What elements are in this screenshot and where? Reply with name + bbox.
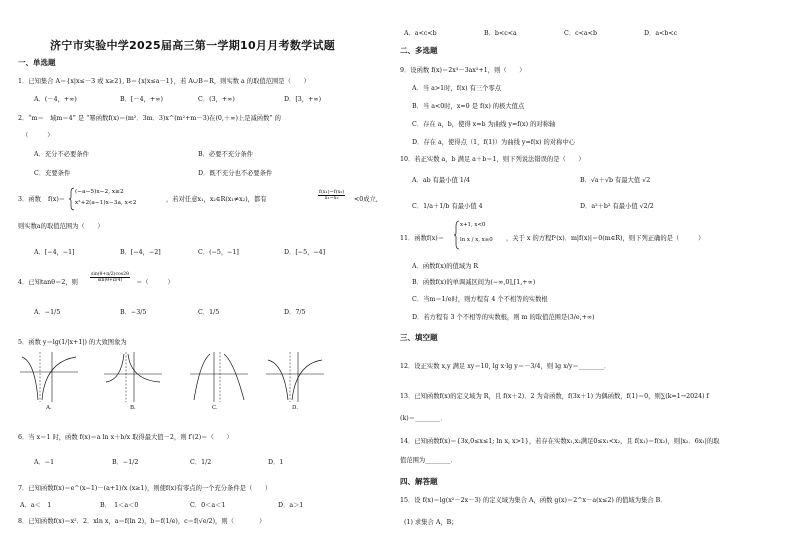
q4-stem: 4．已知tanθ＝2，则 — [18, 279, 78, 286]
section-answer: 四、解答题 — [400, 477, 438, 486]
q8-option-c: C．c<a<b — [564, 30, 597, 37]
q5-label-b: B. — [130, 405, 136, 411]
q3-stem-b: ，若对任意x₁，x₂∈R(x₁≠x₂)，都有 — [166, 196, 267, 203]
q15-stem: 15．设 f(x)＝lg(x²－2x－3) 的定义域为集合 A，函数 g(x)＝2^x－a(x≤2) 的值域为集合 B． — [400, 497, 667, 504]
section-multi-choice: 二、多选题 — [400, 46, 438, 55]
q9-stem: 9．设函数 f(x)＝2x³－3ax²+1，则（ ） — [400, 67, 526, 74]
q14-stem-b: 值范围为________． — [400, 457, 457, 464]
q11-piece-1: x+1, x<0 — [460, 222, 486, 228]
q3-option-b: B．[−4，−2] — [120, 249, 161, 256]
q3-piece-1: (−a−5)x−2, x≥2 — [75, 189, 124, 195]
q1-option-d: D．[3，+∞) — [284, 96, 322, 103]
q1-stem: 1．已知集合 A＝{x|x≤－3 或 x≥2}, B＝{x|x≤a－1}，若 A∪B＝R，则实数 a 的取值范围是（ ） — [18, 78, 310, 85]
q4-option-d: D．7/5 — [284, 309, 306, 316]
q4-option-b: B．−3/5 — [120, 309, 147, 316]
q14-stem: 14．已知函数f(x)＝{3x,0≤x≤1; ln x, x>1}，若存在实数x₁,x₂满足0≤x₁<x₂，且 f(x₁)＝f(x₂)，则|x₂．6x₁|的取 — [400, 438, 720, 445]
q10-option-b: B．√a＋√b 有最大值 √2 — [580, 177, 651, 184]
q4-stem-b: ＝（ ） — [136, 279, 174, 286]
q3-frac-num: f(x₁)−f(x₂) — [319, 189, 345, 195]
q3-fraction — [318, 190, 345, 201]
q5-label-a: A. — [46, 405, 52, 411]
q12-stem: 12．设正实数 x,y 满足 xy＝10, lg x·lg y＝－3/4，则 lg x/y＝________． — [400, 363, 611, 370]
q1-option-a: A．(－4，+∞) — [34, 96, 77, 103]
q6-option-c: C．1/2 — [190, 459, 212, 466]
q2-option-c: C．充要条件 — [34, 170, 71, 177]
q3-stem-d: 则实数a的取值范围为（ ） — [18, 223, 104, 230]
q11-stem-a: 11．函数f(x)＝ — [400, 235, 444, 242]
q7-stem: 7．已知函数f(x)＝e^(x−1)－(a+1)/x (x≥1)，则使f(x)有零点的一个充分条件是（ ） — [18, 485, 272, 492]
q8-option-d: D．a<b<c — [644, 30, 678, 37]
q10-stem: 10．若正实数 a，b 满足 a＋b＝1，则下列说法错误的是（ ） — [400, 156, 585, 163]
q5-stem: 5．函数 y＝lg(1/|x+1|) 的大致图象为 — [18, 339, 127, 346]
q11-option-a: A．函数f(x)的值域为 R — [412, 263, 479, 270]
q4-option-c: C．1/5 — [198, 309, 220, 316]
q4-frac-den: sin(θ+π/4) — [97, 278, 123, 283]
q6-option-d: D．1 — [268, 459, 284, 466]
q11-option-d: D．若方程有 3 个不相等的实数根，则 m 的取值范围是(3/e,+∞) — [412, 314, 595, 321]
q11-piece-2: ln x / x, x≥0 — [460, 237, 493, 243]
q2-stem: 2．“m＝ 域m＝4” 是 “幂函数f(x)＝(m²．3m．3)x^(m²+m－3)在(0,＋∞)上是减函数” 的 — [18, 115, 281, 122]
section-single-choice: 一、单选题 — [18, 58, 56, 67]
q5-graph-a — [20, 352, 78, 402]
q2-option-d: D．既不充分也不必要条件 — [198, 170, 273, 177]
q10-option-d: D．a²＋b² 有最小值 √2/2 — [580, 203, 654, 210]
q2-paren: （ ） — [22, 132, 54, 139]
q3-stem-a: 3．函数 — [18, 196, 41, 203]
q5-label-c: C. — [212, 405, 218, 411]
q9-option-c: C．存在 a，b，使得 x=b 为曲线 y=f(x) 的对称轴 — [412, 121, 556, 128]
q5-graph-d — [266, 352, 324, 402]
q8-option-a: A．a<c<b — [404, 30, 437, 37]
q1-option-b: B．[－4，+∞) — [120, 96, 163, 103]
q11-stem-b: ，关于 x 的方程f²(x)．m|f(x)|＝0(m∈R)，则下列正确的是（ ） — [506, 235, 705, 242]
page-title: 济宁市实验中学2025届高三第一学期10月月考数学试题 — [50, 39, 336, 52]
q2-option-a: A．充分不必要条件 — [34, 151, 89, 158]
q3-stem-c: <0成立, — [354, 196, 378, 203]
q7-option-b: B． 1＜a＜0 — [100, 502, 139, 509]
q11-option-c: C．当m＝1/e时，则方程有 4 个不相等的实数根 — [412, 296, 548, 303]
q6-stem: 6．当 x＝1 时，函数 f(x)＝a ln x＋b/x 取得最大值－2，则 f′(2)＝（ ） — [18, 434, 233, 441]
q7-option-d: D．a＞1 — [278, 502, 304, 509]
q10-option-a: A．ab 有最小值 1/4 — [412, 177, 470, 184]
q2-option-b: B．必要不充分条件 — [198, 151, 254, 158]
section-fill-blank: 三、填空题 — [400, 333, 438, 342]
right-column — [400, 0, 780, 560]
q13-stem: 13．已知函数f(x)的定义域为 R，且 f(x＋2)．2 为奇函数，f(3x＋1) 为偶函数，f(1)＝0，则∑(k=1→2024) f — [400, 393, 709, 400]
q4-frac-num: sin(θ+π/2)cos2θ — [91, 272, 129, 277]
q15-part-1: (1) 求集合 A，B； — [404, 519, 458, 526]
q6-option-a: A．−1 — [34, 459, 55, 466]
q3-option-a: A．[−4，−1] — [34, 249, 75, 256]
q8-stem: 8．已知函数f(x)＝x²．2．xln x，a＝f(ln 2)，b＝f(1/e)，c＝f(√e/2)，则（ ） — [18, 518, 266, 525]
q3-option-d: D．[−5，−4] — [284, 249, 326, 256]
q13-stem-b: (k)＝________． — [400, 415, 447, 422]
q6-option-b: B．−1/2 — [112, 459, 139, 466]
q3-frac-den: x₁−x₂ — [324, 195, 339, 201]
q1-option-c: C．(3，+∞) — [198, 96, 235, 103]
q5-graph-c — [190, 352, 248, 402]
q7-option-a: A．a＜ 1 — [20, 502, 52, 509]
left-column: 济宁市实验中学2025届高三第一学期10月月考数学试题 一、单选题 1．已知集合 A＝{x|x≤－3 或 x≥2}, B＝{x|x≤a－1}，若 A∪B＝R，则实数 a 的取值范围是（ ） A．(－4，+∞) B．[－4，+∞) C．(3，+∞) D．[3，+∞) 2．“m＝ 域m＝4” 是 “幂函数f(x)＝(m²．3m．3)x^(m²+m－3)在(0,＋∞)上是减函数” 的 （ ） A．充分不必要条件 B．必要不充分条件 C．充要条件 D．既不充分也不必要条件 3．函数 f(x)＝ (−a−5)x−2, x≥2 x²+2(a−1)x−3a, x<2 ，若对任意x₁，x₂∈R(x₁≠x₂)，都有 $\frac{\text{f(x₁)−f(x₂)}}{\text{x₁−x₂}}$ <0成立, 则实数a的取值范围为（ ） A．[−4，−1] B．[−4，−2] C．(−5，−1] D．[−5，−4] 4．已知tanθ＝2，则 $\frac{\sin(\theta+\pi/2)\cos 2\theta}{\sin(\theta+\pi/4)}$ ＝（ ） A．−1/5 B．−3/5 C．1/5 D．7/5 5．函数 y＝lg(1/|x+1|) 的大致图象为 A. B. C. D. 6．当 x＝1 时，函数 f(x)＝a ln x＋b/x 取得最大值－2，则 f′(2)＝（ ） A．−1 B．−1/2 C．1/2 D．1 7．已知函数f(x)＝e^(x−1)－(a+1)/x (x≥1)，则使f(x)有零点的一个充分条件是（ ） A．a＜ 1 B． 1＜a＜0 C．0＜a＜1 D．a＞1 8．已知函数f(x)＝x²．2．xln x，a＝f(ln 2)，b＝f(1/e)，c＝f(√e/2)，则（ ） — [18, 39, 378, 525]
q10-option-c: C．1/a＋1/b 有最小值 4 — [412, 203, 483, 210]
q5-label-d: D. — [292, 405, 298, 411]
q9-option-a: A．当 a>1时，f(x) 有三个零点 — [412, 85, 502, 92]
q7-option-c: C．0＜a＜1 — [190, 502, 226, 509]
q4-option-a: A．−1/5 — [34, 309, 61, 316]
q3-piece-2: x²+2(a−1)x−3a, x<2 — [75, 200, 137, 206]
q5-graph-b — [104, 352, 162, 402]
q3-option-c: C．(−5，−1] — [198, 249, 239, 256]
q11-option-b: B．函数f(x)的单调减区间为(−∞,0],[1,+∞) — [412, 279, 536, 286]
q8-option-b: B．b<c<a — [484, 30, 517, 37]
q9-option-d: D．存在 a，使得点（1，f(1)）为曲线 y=f(x) 的对称中心 — [412, 139, 576, 146]
q4-fraction — [90, 272, 130, 283]
q9-option-b: B．当 a<0时，x=0 是 f(x) 的极大值点 — [412, 103, 525, 110]
